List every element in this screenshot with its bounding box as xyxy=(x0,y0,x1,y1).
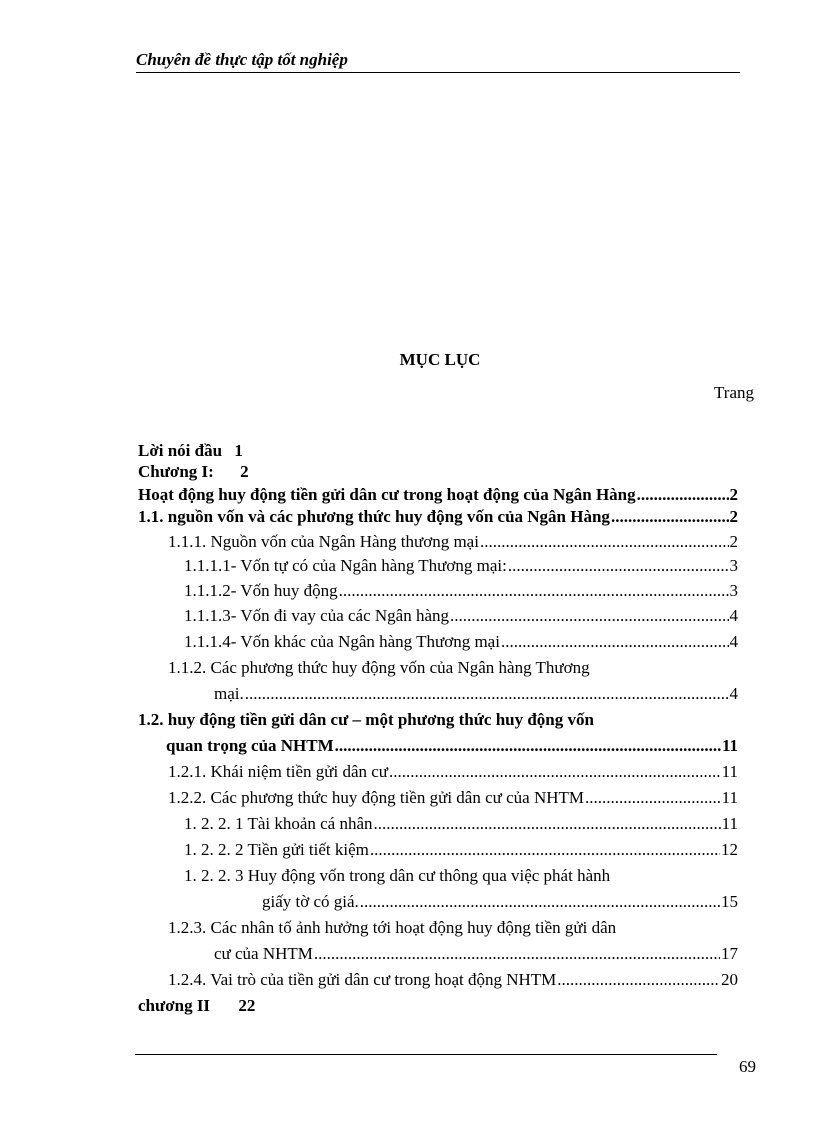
toc-entry-page: 4 xyxy=(729,684,738,703)
toc-entry-text: Hoạt động huy động tiền gửi dân cư trong hoạt động của Ngân Hàng xyxy=(138,485,636,504)
toc-entry-chuong-1 xyxy=(138,462,249,482)
toc-entry xyxy=(214,944,738,964)
leader-dots xyxy=(339,581,729,601)
leader-dots xyxy=(245,684,729,704)
leader-dots xyxy=(611,507,729,527)
leader-dots xyxy=(370,840,720,860)
toc-entry-text: quan trọng của NHTM xyxy=(166,736,334,755)
leader-dots xyxy=(314,944,720,964)
leader-dots xyxy=(508,556,729,576)
toc-entry-page: 12 xyxy=(721,840,738,859)
toc-entry-text: 1.1. nguồn vốn và các phương thức huy động vốn của Ngân Hàng xyxy=(138,507,610,526)
leader-dots xyxy=(450,606,729,626)
toc-entry xyxy=(184,556,738,576)
toc-entry-page: 1 xyxy=(234,441,243,460)
toc-entry xyxy=(184,606,738,626)
toc-entry xyxy=(138,507,738,527)
toc-entry-text: 1.2. huy động tiền gửi dân cư – một phương thức huy động vốn xyxy=(138,710,594,729)
toc-entry-text: 1.1.1.3- Vốn đi vay của các Ngân hàng xyxy=(184,606,449,625)
footer-divider xyxy=(135,1054,717,1055)
leader-dots xyxy=(360,892,720,912)
toc-entry-page: 11 xyxy=(721,762,738,781)
toc-entry-text: 1.2.2. Các phương thức huy động tiền gửi dân cư của NHTM xyxy=(168,788,584,807)
toc-entry-page: 2 xyxy=(240,462,249,481)
toc-entry xyxy=(214,684,738,704)
toc-entry-text: cư của NHTM xyxy=(214,944,313,963)
toc-entry-page: 3 xyxy=(729,581,738,600)
page-title: MỤC LỤC xyxy=(399,350,481,369)
toc-entry-text: 1.1.1.1- Vốn tự có của Ngân hàng Thương mại: xyxy=(184,556,507,575)
leader-dots xyxy=(637,485,729,505)
toc-entry-label: Lời nói đầu xyxy=(138,441,223,460)
toc-entry-loi-noi-dau xyxy=(138,441,243,461)
toc-entry-page: 2 xyxy=(729,485,738,504)
toc-entry-text: 1.1.1. Nguồn vốn của Ngân Hàng thương mại xyxy=(168,532,479,551)
toc-entry-text: 1.2.1. Khái niệm tiền gửi dân cư xyxy=(168,762,389,781)
toc-entry xyxy=(166,736,738,756)
toc-entry-page: 22 xyxy=(238,996,256,1015)
toc-entry xyxy=(138,485,738,505)
leader-dots xyxy=(335,736,721,756)
toc-entry-page: 17 xyxy=(721,944,738,963)
toc-entry-text: 1.1.1.4- Vốn khác của Ngân hàng Thương mại xyxy=(184,632,500,651)
toc-entry-text: giấy tờ có giá. xyxy=(262,892,359,911)
toc-entry-text: 1. 2. 2. 2 Tiền gửi tiết kiệm xyxy=(184,840,369,859)
toc-entry-text: 1.2.3. Các nhân tố ảnh hưởng tới hoạt động huy động tiền gửi dân xyxy=(168,918,617,937)
toc-entry-chuong-2 xyxy=(138,996,255,1016)
leader-dots xyxy=(501,632,729,652)
toc-entry-text: 1. 2. 2. 3 Huy động vốn trong dân cư thông qua việc phát hành xyxy=(184,866,611,885)
toc-entry-page: 4 xyxy=(729,606,738,625)
toc-entry-text: 1. 2. 2. 1 Tài khoản cá nhân xyxy=(184,814,373,833)
toc-entry-page: 2 xyxy=(729,507,738,526)
toc-entry-text: mại. xyxy=(214,684,244,703)
toc-entry-label: chương II xyxy=(138,996,211,1015)
toc-entry xyxy=(184,814,738,834)
toc-entry-page: 4 xyxy=(729,632,738,651)
toc-entry xyxy=(168,762,738,782)
toc-entry xyxy=(184,581,738,601)
toc-entry-page: 20 xyxy=(721,970,738,989)
toc-entry-text: 1.1.1.2- Vốn huy động xyxy=(184,581,338,600)
toc-entry-page: 15 xyxy=(721,892,738,911)
leader-dots xyxy=(389,762,721,782)
toc-entry-page: 11 xyxy=(721,814,738,833)
page-column-label: Trang xyxy=(714,383,754,402)
leader-dots xyxy=(480,532,729,552)
running-header: Chuyên đề thực tập tốt nghiệp xyxy=(136,50,740,73)
leader-dots xyxy=(585,788,721,808)
leader-dots xyxy=(557,970,720,990)
toc-entry xyxy=(184,840,738,860)
toc-entry xyxy=(168,532,738,552)
leader-dots xyxy=(374,814,721,834)
toc-entry-page: 11 xyxy=(721,788,738,807)
toc-entry xyxy=(262,892,738,912)
toc-entry-page: 2 xyxy=(729,532,738,551)
toc-entry-text: 1.2.4. Vai trò của tiền gửi dân cư trong hoạt động NHTM xyxy=(168,970,557,989)
toc-entry-text: 1.1.2. Các phương thức huy động vốn của Ngân hàng Thương xyxy=(168,658,590,677)
toc-entry xyxy=(168,788,738,808)
page-number: 69 xyxy=(739,1057,756,1076)
toc-entry-page: 3 xyxy=(729,556,738,575)
toc-entry xyxy=(184,632,738,652)
toc-entry-label: Chương I: xyxy=(138,462,214,481)
toc-entry-page: 11 xyxy=(721,736,738,755)
toc-entry xyxy=(168,970,738,990)
